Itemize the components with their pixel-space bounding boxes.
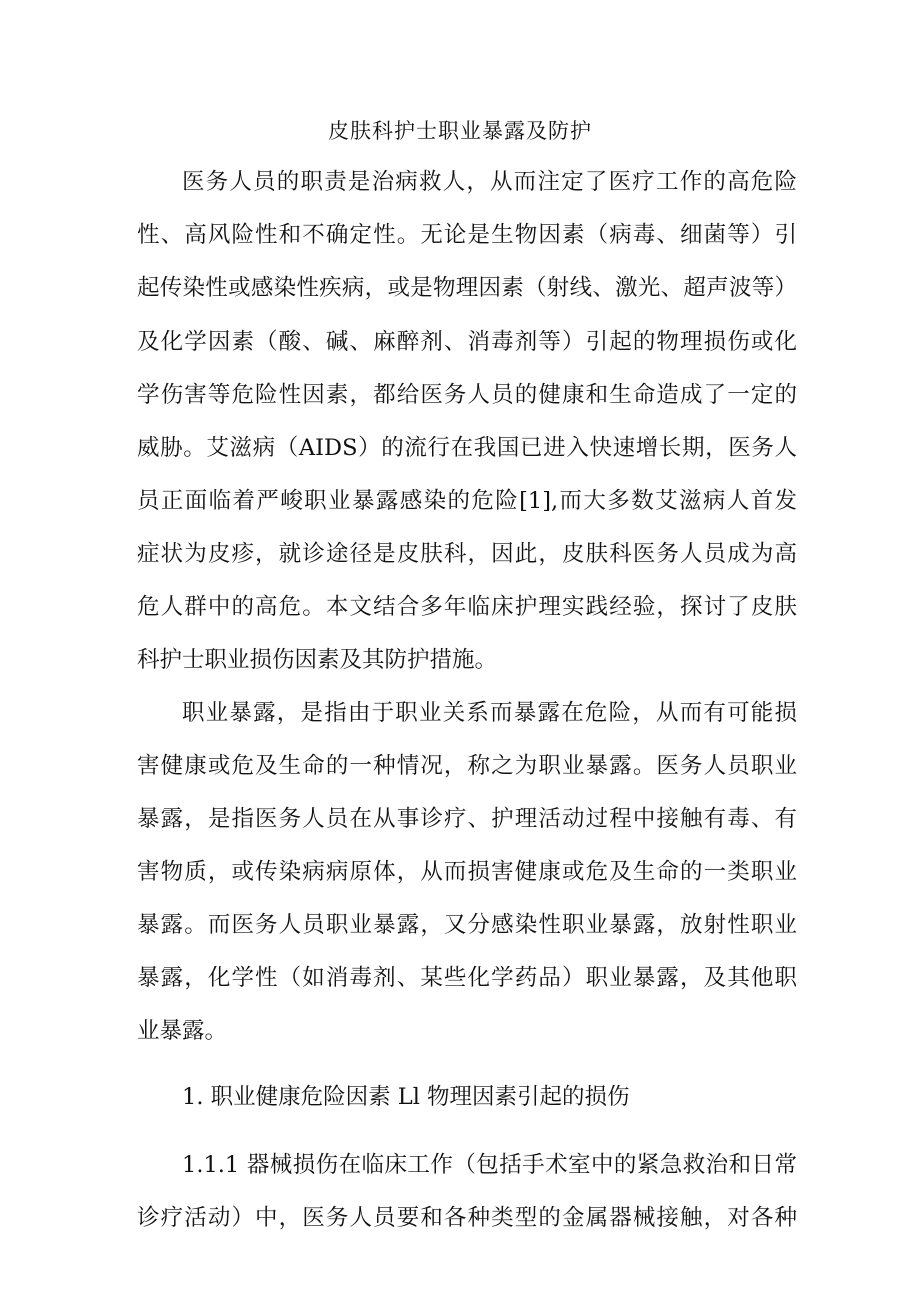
- paragraph-line: 暴露，化学性（如消毒剂、某些化学药品）职业暴露，及其他职: [137, 965, 797, 991]
- paragraph-line: 业暴露。: [137, 1018, 228, 1044]
- paragraph-line: 害物质，或传染病病原体，从而损害健康或危及生命的一类职业: [137, 859, 797, 885]
- paragraph-line: 员正面临着严峻职业暴露感染的危险[1],而大多数艾滋病人首发: [137, 488, 797, 514]
- section-heading: 1. 职业健康危险因素 Ll 物理因素引起的损伤: [182, 1084, 630, 1110]
- document-title: 皮肤科护士职业暴露及防护: [328, 119, 592, 143]
- paragraph-line: 职业暴露，是指由于职业关系而暴露在危险，从而有可能损: [182, 700, 797, 726]
- paragraph-line: 及化学因素（酸、碱、麻醉剂、消毒剂等）引起的物理损伤或化: [137, 329, 797, 355]
- paragraph-line: 症状为皮疹，就诊途径是皮肤科，因此，皮肤科医务人员成为高: [137, 541, 797, 567]
- paragraph-line: 诊疗活动）中，医务人员要和各种类型的金属器械接触，对各种: [137, 1205, 797, 1231]
- paragraph-line: 威胁。艾滋病（AIDS）的流行在我国已进入快速增长期，医务人: [137, 435, 797, 461]
- paragraph-line: 科护士职业损伤因素及其防护措施。: [137, 647, 498, 673]
- paragraph-line: 医务人员的职责是治病救人，从而注定了医疗工作的高危险: [182, 169, 797, 195]
- paragraph-line: 危人群中的高危。本文结合多年临床护理实践经验，探讨了皮肤: [137, 594, 797, 620]
- paragraph-line: 暴露，是指医务人员在从事诊疗、护理活动过程中接触有毒、有: [137, 806, 797, 832]
- paragraph-line: 1.1.1 器械损伤在临床工作（包括手术室中的紧急救治和日常: [182, 1152, 797, 1178]
- paragraph-line: 害健康或危及生命的一种情况，称之为职业暴露。医务人员职业: [137, 753, 797, 779]
- paragraph-line: 性、高风险性和不确定性。无论是生物因素（病毒、细菌等）引: [137, 222, 797, 248]
- paragraph-line: 学伤害等危险性因素，都给医务人员的健康和生命造成了一定的: [137, 382, 797, 408]
- paragraph-line: 暴露。而医务人员职业暴露，又分感染性职业暴露，放射性职业: [137, 912, 797, 938]
- paragraph-line: 起传染性或感染性疾病，或是物理因素（射线、激光、超声波等）: [137, 275, 797, 301]
